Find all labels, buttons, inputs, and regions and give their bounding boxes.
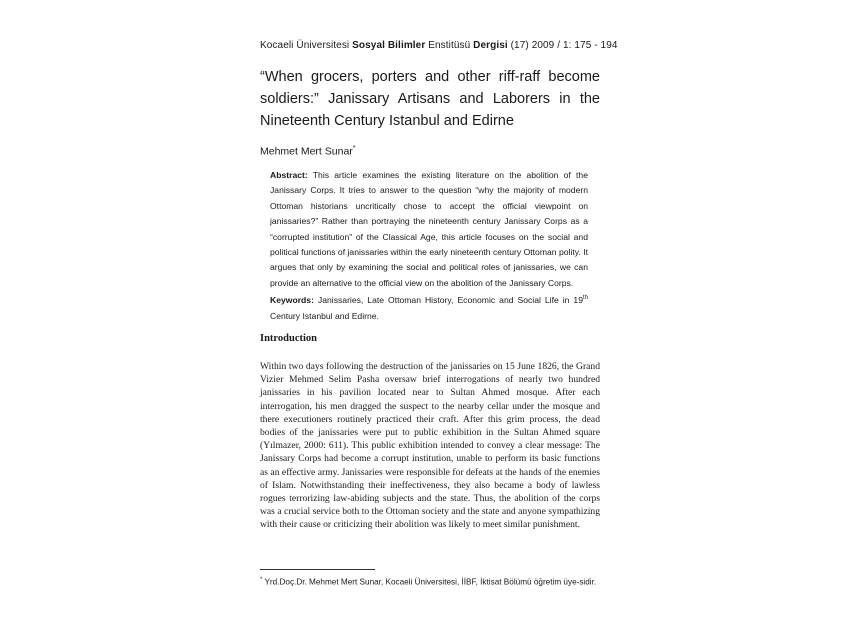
body-text xyxy=(260,360,600,532)
journal-header xyxy=(260,40,618,51)
journal-header-mid: Enstitüsü xyxy=(425,40,474,51)
abstract-block xyxy=(270,168,588,324)
keywords-tail: Century Istanbul and Edirne. xyxy=(270,310,379,321)
abstract-label: Abstract: xyxy=(270,170,308,180)
journal-header-prefix: Kocaeli Üniversitesi xyxy=(260,40,353,51)
author-footnote-marker: * xyxy=(352,145,356,152)
body-paragraph: Within two days following the destruction of the janissaries on 15 June 1826, the Grand Vizier Mehmed Selim Pasha oversaw brief interrogations of nearly two hundred janissaries in his pavilion located near to Sultan Ahmed mosque. After each interrogation, his men dragged the suspect to the nearby cellar under the mosque and there executioners routinely practiced their craft. After this grim process, the dead bodies of the janissaries were put to public exhibition in the Sultan Ahmed square (Yılmazer, 2000: 611). This public exhibition intended to convey a clear message: The Janissary Corps had become a corrupt institution, unable to perform its basic functions as an effective army. Janissaries were responsible for defeats at the hands of the enemies of Islam. Notwithstanding their ineffectiveness, they also became a body of lawless rogues terrorizing law-abiding subjects and the state. Thus, the abolition of the corps was a crucial service both to the Ottoman society and the state and anyone sympathizing with their cause or criticizing their abolition was likely to meet similar punishment. xyxy=(260,361,600,531)
abstract-text: This article examines the existing literature on the abolition of the Janissary Corps. It tries to answer to the question “why the majority of modern Ottoman historians uncritically chose to accept the official viewpoint on janissaries?” Rather than portraying the nineteenth century Janissary Corps as a “corrupted institution” of the Classical Age, this article focuses on the social and political functions of janissaries within the early nineteenth century Ottoman polity. It argues that only by examining the social and political roles of janissaries, we can provide an alternative to the official view on the abolition of the Janissary Corps. xyxy=(270,170,588,288)
keywords-label: Keywords: xyxy=(270,295,314,306)
author-name: Mehmet Mert Sunar xyxy=(260,145,353,158)
journal-header-bold-2: Dergisi xyxy=(473,40,508,51)
article-title: “When grocers, porters and other riff-raff become soldiers:” Janissary Artisans and Laborers in the Nineteenth Century Istanbul and Edirne xyxy=(260,69,600,129)
keywords-superscript: th xyxy=(582,295,588,302)
keywords-paragraph xyxy=(270,291,588,324)
footnote-marker: * xyxy=(260,577,263,583)
footnote-text: Yrd.Doç.Dr. Mehmet Mert Sunar, Kocaeli Üniversitesi, İİBF, İktisat Bölümü öğretim üye-sidir. xyxy=(262,577,597,587)
footnote xyxy=(260,573,600,590)
journal-header-bold-1: Sosyal Bilimler xyxy=(352,40,426,51)
abstract-paragraph xyxy=(270,168,588,291)
keywords-text: Janissaries, Late Ottoman History, Economic and Social Life in 19 xyxy=(313,295,583,306)
section-heading: Introduction xyxy=(260,333,317,344)
author-line xyxy=(260,145,356,158)
footnote-divider xyxy=(260,569,375,570)
journal-header-suffix: (17) 2009 / 1: 175 - 194 xyxy=(507,40,618,51)
